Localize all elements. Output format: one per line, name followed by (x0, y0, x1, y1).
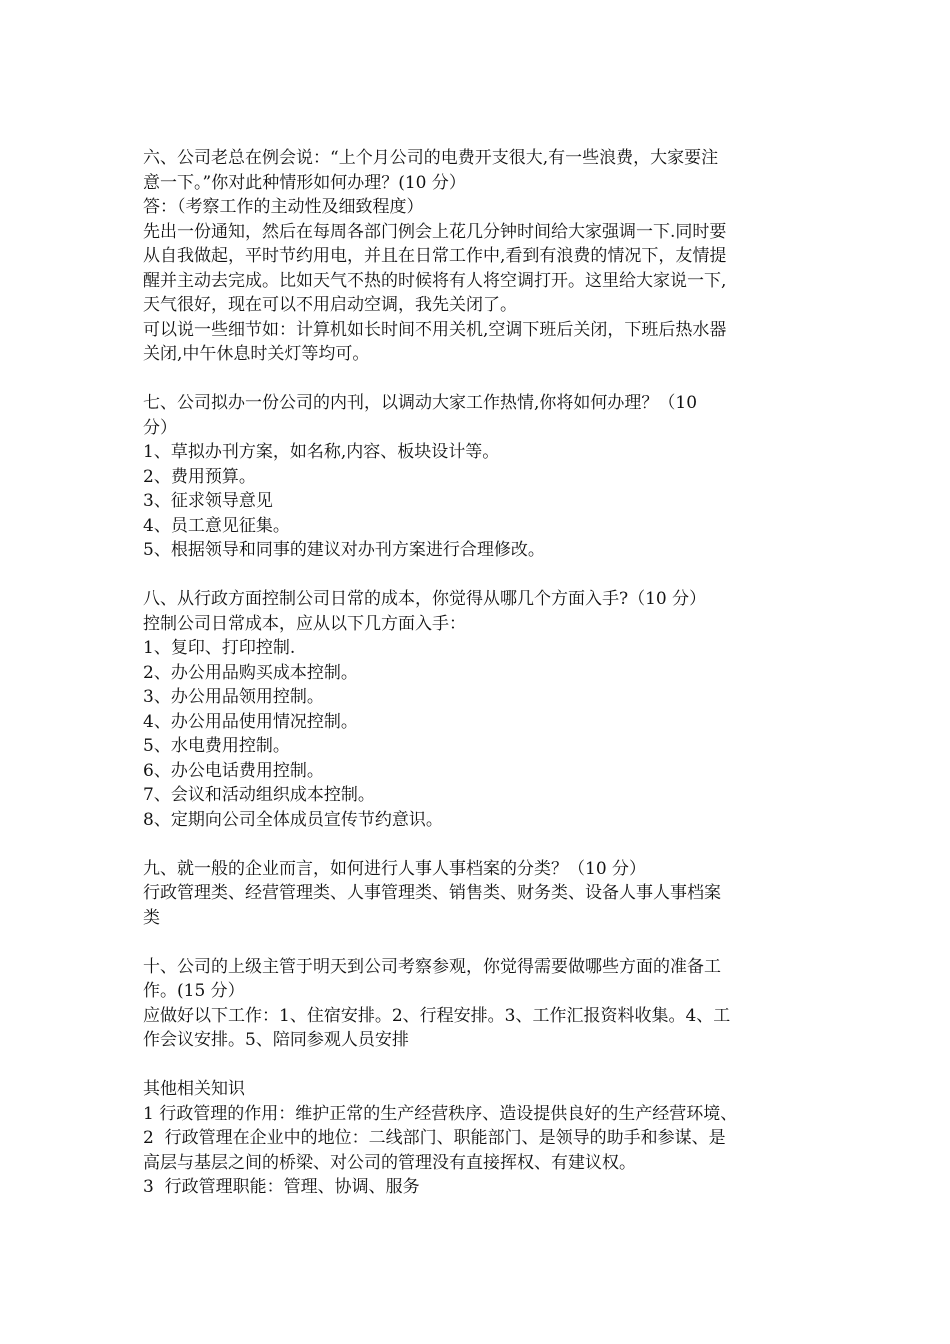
q7-question-line-1: 七、公司拟办一份公司的内刊，以调动大家工作热情,你将如何办理？（10 (143, 393, 698, 413)
q10-answer-line-1: 应做好以下工作：1、住宿安排。2、行程安排。3、工作汇报资料收集。4、工 (143, 1005, 731, 1026)
q6-question-line-2: 意一下。”你对此种情形如何办理？(10 分） (143, 172, 466, 193)
q10-answer-line-2: 作会议安排。5、陪同参观人员安排 (143, 1030, 409, 1050)
q8-list-item: 5、水电费用控制。 (143, 736, 290, 756)
section-q10 (143, 955, 823, 1053)
q8-list-item: 7、会议和活动组织成本控制。 (143, 785, 375, 805)
q7-list-item: 3、征求领导意见 (143, 491, 273, 511)
q8-list-item: 1、复印、打印控制. (143, 638, 296, 658)
section-other-knowledge (143, 1077, 823, 1200)
section-q9 (143, 857, 823, 931)
q6-question-line-1: 六、公司老总在例会说：“上个月公司的电费开支很大,有一些浪费，大家要注 (143, 148, 719, 168)
q8-list-item: 4、办公用品使用情况控制。 (143, 711, 358, 732)
other-line: 2 行政管理在企业中的地位：二线部门、职能部门、是领导的助手和参谋、是 (143, 1128, 726, 1148)
document-page (143, 146, 823, 1200)
q9-answer-line-2: 类 (143, 907, 160, 928)
section-spacer (143, 930, 823, 955)
q9-question: 九、就一般的企业而言，如何进行人事人事档案的分类？（10 分） (143, 858, 647, 879)
other-line: 高层与基层之间的桥梁、对公司的管理没有直接挥权、有建议权。 (143, 1152, 636, 1173)
q10-question-line-1: 十、公司的上级主管于明天到公司考察参观，你觉得需要做哪些方面的准备工 (143, 956, 721, 977)
q7-list-item: 5、根据领导和同事的建议对办刊方案进行合理修改。 (143, 540, 545, 560)
q8-list-item: 8、定期向公司全体成员宣传节约意识。 (143, 809, 443, 830)
q6-answer-line-5: 可以说一些细节如：计算机如长时间不用关机,空调下班后关闭，下班后热水器 (143, 319, 727, 340)
section-q8 (143, 587, 823, 832)
q6-answer-line-2: 从自我做起，平时节约用电，并且在日常工作中,看到有浪费的情况下，友情提 (143, 246, 727, 266)
q6-answer-line-3: 醒并主动去完成。比如天气不热的时候将有人将空调打开。这里给大家说一下, (143, 270, 727, 291)
section-spacer (143, 832, 823, 857)
q8-answer-intro: 控制公司日常成本，应从以下几方面入手： (143, 613, 466, 634)
q8-list-item: 6、办公电话费用控制。 (143, 760, 324, 781)
q7-list-item: 1、草拟办刊方案，如名称,内容、板块设计等。 (143, 442, 500, 462)
q9-answer-line-1: 行政管理类、经营管理类、人事管理类、销售类、财务类、设备人事人事档案 (143, 883, 721, 903)
q6-answer-line-6: 关闭,中午休息时关灯等均可。 (143, 344, 370, 364)
q8-list-item: 3、办公用品领用控制。 (143, 687, 324, 707)
section-spacer (143, 1053, 823, 1078)
q6-answer-label: 答：（考察工作的主动性及细致程度） (143, 197, 424, 217)
other-heading: 其他相关知识 (143, 1079, 245, 1099)
q8-list-item: 2、办公用品购买成本控制。 (143, 662, 358, 683)
section-spacer (143, 563, 823, 588)
q10-question-line-2: 作。(15 分） (143, 981, 245, 1001)
other-line: 3 行政管理职能：管理、协调、服务 (143, 1177, 420, 1197)
q7-question-line-2: 分） (143, 417, 177, 438)
q8-question: 八、从行政方面控制公司日常的成本，你觉得从哪几个方面入手?（10 分） (143, 589, 707, 609)
q6-answer-line-4: 天气很好，现在可以不用启动空调，我先关闭了。 (143, 295, 517, 315)
q6-answer-line-1: 先出一份通知，然后在每周各部门例会上花几分钟时间给大家强调一下.同时要 (143, 221, 727, 242)
section-q6 (143, 146, 823, 367)
q7-list-item: 2、费用预算。 (143, 466, 256, 487)
section-spacer (143, 367, 823, 392)
other-line: 1 行政管理的作用：维护正常的生产经营秩序、造设提供良好的生产经营环境、 (143, 1103, 738, 1124)
section-q7 (143, 391, 823, 563)
q7-list-item: 4、员工意见征集。 (143, 515, 290, 536)
